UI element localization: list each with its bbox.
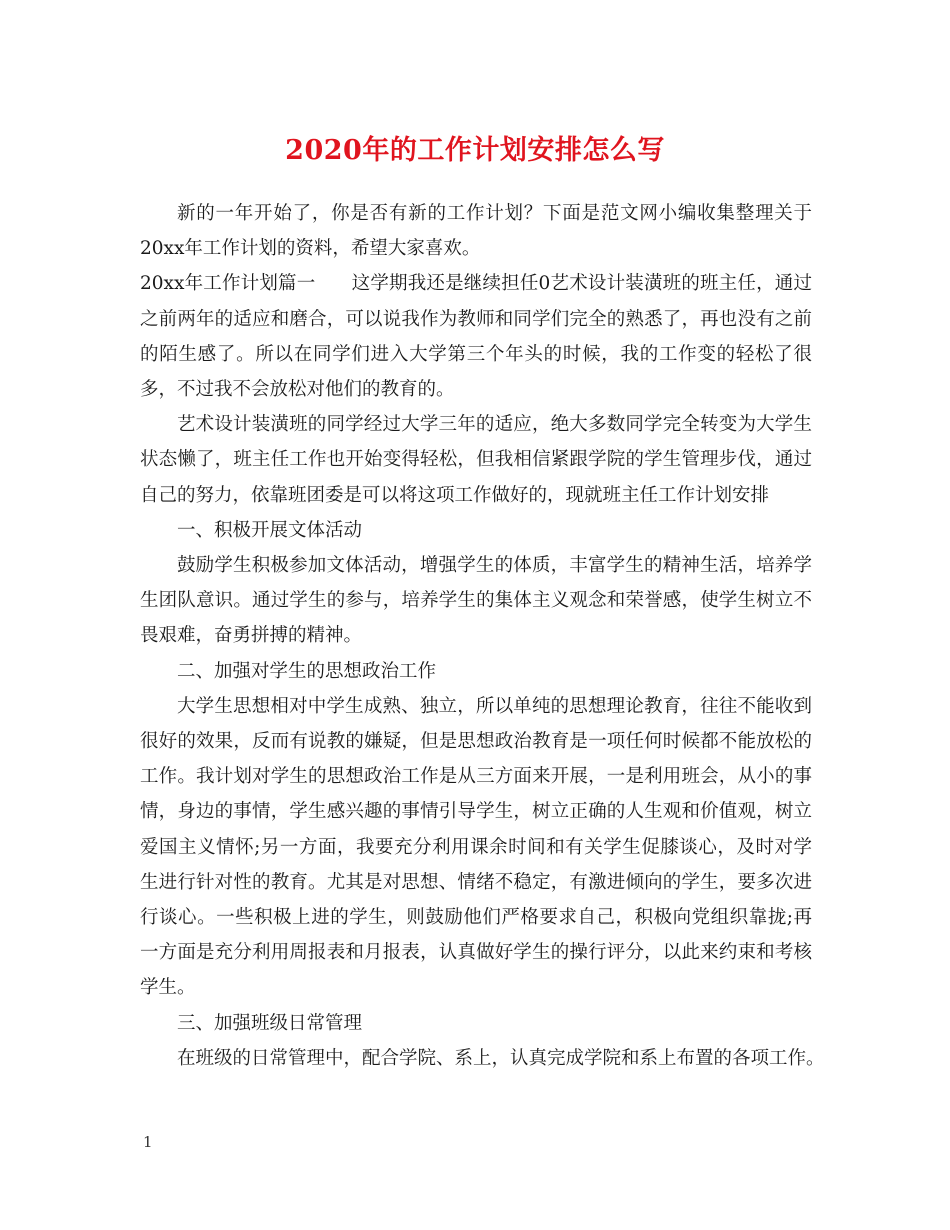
paragraph-2: 艺术设计装潢班的同学经过大学三年的适应，绝大多数同学完全转变为大学生状态懒了，班主任工作也开始变得轻松，但我相信紧跟学院的学生管理步伐，通过自己的努力，依靠班团委是可以将这项工作做好的，现就班主任工作计划安排 [140,414,812,506]
paragraph-4: 大学生思想相对中学生成熟、独立，所以单纯的思想理论教育，往往不能收到很好的效果，反而有说教的嫌疑，但是思想政治教育是一项任何时候都不能放松的工作。我计划对学生的思想政治工作是从三方面来开展，一是利用班会，从小的事情，身边的事情，学生感兴趣的事情引导学生，树立正确的人生观和价值观，树立爱国主义情怀;另一方面，我要充分利用课余时间和有关学生促膝谈心，及时对学生进行针对性的教育。尤其是对思想、情绪不稳定，有激进倾向的学生，要多次进行谈心。一些积极上进的学生，则鼓励他们严格要求自己，积极向党组织靠拢;再一方面是充分利用周报表和月报表，认真做好学生的操行评分，以此来约束和考核学生。 [140,695,812,999]
section-text: 这学期我还是继续担任0艺术设计装潢班的班主任，通过之前两年的适应和磨合，可以说我作为教师和同学们完全的熟悉了，再也没有之前的陌生感了。所以在同学们进入大学第三个年头的时候，我的工作变的轻松了很多，不过我不会放松对他们的教育的。 [140,273,812,401]
document-body [140,196,825,1076]
paragraph-3: 鼓励学生积极参加文体活动，增强学生的体质，丰富学生的精神生活，培养学生团队意识。通过学生的参与，培养学生的集体主义观念和荣誉感，使学生树立不畏艰难，奋勇拼搏的精神。 [140,555,812,647]
intro-paragraph: 新的一年开始了，你是否有新的工作计划？下面是范文网小编收集整理关于20xx年工作计划的资料，希望大家喜欢。 [140,203,812,260]
heading-3: 三、加强班级日常管理 [177,1012,363,1034]
section-label: 20xx年工作计划篇一 [140,273,316,295]
document-title: 2020年的工作计划安排怎么写 [285,135,665,166]
heading-2: 二、加强对学生的思想政治工作 [177,660,437,682]
page-number: 1 [143,1133,153,1151]
section-paragraph [140,266,812,407]
heading-1: 一、积极开展文体活动 [177,519,363,541]
paragraph-5: 在班级的日常管理中，配合学院、系上，认真完成学院和系上布置的各项工作。 [177,1047,825,1069]
